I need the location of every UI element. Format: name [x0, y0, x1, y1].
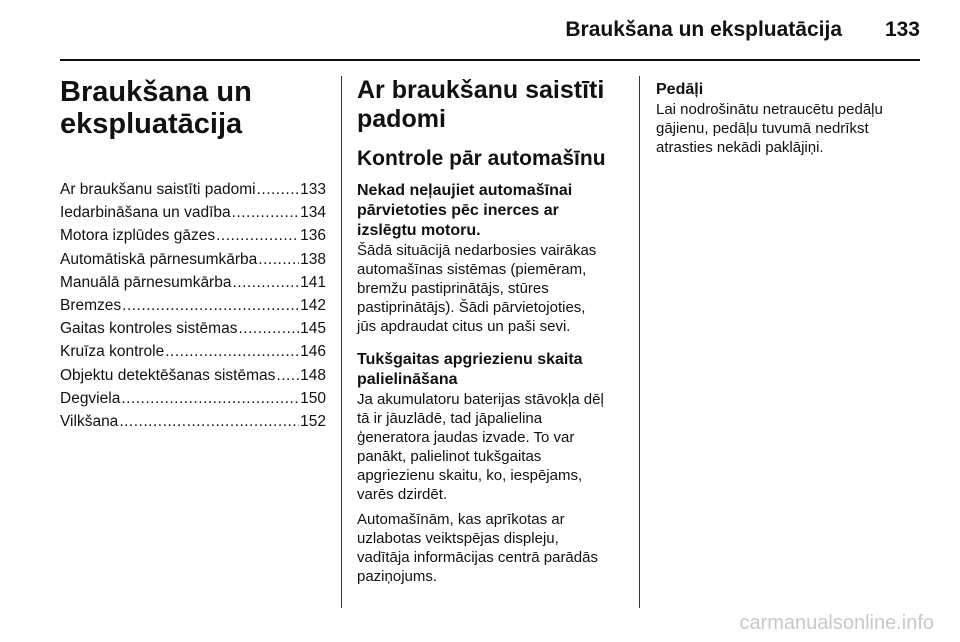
- section-title-line: Ar braukšanu saistīti: [357, 76, 605, 104]
- section-title: [357, 76, 629, 134]
- text-line: ģeneratora jaudas izvade. To var: [357, 429, 575, 446]
- block-heading: [357, 350, 629, 390]
- toc-page: 148: [300, 366, 326, 384]
- toc-label: Degviela: [60, 389, 121, 407]
- header-title: Braukšana un ekspluatācija: [565, 18, 842, 41]
- toc-entry[interactable]: [60, 364, 326, 387]
- text-line: panākt, palielinot tukšgaitas: [357, 448, 542, 465]
- body-paragraph: [656, 100, 916, 157]
- toc-entry[interactable]: [60, 271, 326, 294]
- toc-leader: [122, 294, 299, 317]
- body-paragraph: [357, 510, 629, 586]
- toc-entry[interactable]: [60, 224, 326, 247]
- page-number: 133: [884, 18, 920, 41]
- toc-page: 146: [300, 343, 326, 361]
- toc-leader: [258, 248, 299, 271]
- toc-page: 136: [300, 227, 326, 245]
- toc-label: Bremzes: [60, 297, 122, 315]
- toc-label: Iedarbināšana un vadība: [60, 204, 231, 222]
- toc-page: 150: [300, 389, 326, 407]
- toc-entry[interactable]: [60, 340, 326, 363]
- toc-page: 134: [300, 204, 326, 222]
- section-column: [357, 76, 629, 592]
- toc-label: Gaitas kontroles sistēmas: [60, 320, 238, 338]
- text-line: atrasties nekādi paklājiņi.: [656, 139, 824, 156]
- toc-leader: [276, 364, 299, 387]
- heading-line: Nekad neļaujiet automašīnai: [357, 182, 573, 199]
- text-line: jūs apdraudat citus un paši sevi.: [357, 318, 571, 335]
- heading-line: izslēgtu motoru.: [357, 222, 481, 239]
- heading-line: pārvietoties pēc inerces ar: [357, 202, 559, 219]
- pedals-column: [656, 80, 916, 163]
- toc-entry[interactable]: [60, 201, 326, 224]
- toc-entry[interactable]: [60, 248, 326, 271]
- watermark: carmanualsonline.info: [739, 612, 934, 634]
- text-line: apgriezienu skaitu, ko, iespējams,: [357, 467, 583, 484]
- section-title-line: padomi: [357, 105, 446, 133]
- table-of-contents: [60, 178, 326, 433]
- heading-line: Tukšgaitas apgriezienu skaita: [357, 351, 583, 368]
- toc-leader: [119, 410, 299, 433]
- text-line: Automašīnām, kas aprīkotas ar: [357, 511, 565, 528]
- text-line: varēs dzirdēt.: [357, 486, 448, 503]
- toc-label: Manuālā pārnesumkārba: [60, 273, 232, 291]
- heading-line: palielināšana: [357, 371, 458, 388]
- text-line: tā ir jāuzlādē, tad jāpalielina: [357, 410, 543, 427]
- header-rule: [60, 59, 920, 61]
- toc-page: 152: [300, 413, 326, 431]
- section-subtitle: Kontrole pār automašīnu: [357, 147, 606, 170]
- body-paragraph: [357, 390, 629, 504]
- text-line: vadītāja informācijas centrā parādās: [357, 549, 598, 566]
- toc-entry[interactable]: [60, 387, 326, 410]
- column-divider: [639, 76, 640, 608]
- toc-leader: [232, 271, 299, 294]
- text-line: uzlabotas veiktspējas displeju,: [357, 530, 559, 547]
- text-line: Lai nodrošinātu netraucētu pedāļu: [656, 101, 883, 118]
- chapter-title-line: Braukšana un: [60, 76, 252, 108]
- text-line: bremžu pastiprinātājs, stūres: [357, 280, 549, 297]
- toc-label: Vilkšana: [60, 413, 119, 431]
- toc-page: 133: [300, 181, 326, 198]
- toc-label: Objektu detektēšanas sistēmas: [60, 366, 276, 384]
- pedals-heading: Pedāļi: [656, 81, 704, 98]
- block-heading: [357, 181, 629, 241]
- toc-leader: [257, 178, 300, 201]
- toc-entry[interactable]: [60, 178, 326, 201]
- chapter-column: [60, 76, 326, 433]
- toc-label: Kruīza kontrole: [60, 343, 165, 361]
- toc-label: Motora izplūdes gāzes: [60, 227, 216, 245]
- text-line: paziņojums.: [357, 568, 438, 585]
- toc-leader: [165, 340, 299, 363]
- chapter-title-line: ekspluatācija: [60, 108, 243, 140]
- text-line: Šādā situācijā nedarbosies vairākas: [357, 242, 597, 259]
- toc-page: 142: [300, 297, 326, 315]
- toc-leader: [121, 387, 299, 410]
- column-divider: [341, 76, 342, 608]
- text-line: pastiprinātājs). Šādi pārvietojoties,: [357, 299, 586, 316]
- chapter-title: [60, 76, 326, 140]
- toc-page: 138: [300, 250, 326, 268]
- text-line: gājienu, pedāļu tuvumā nedrīkst: [656, 120, 869, 137]
- text-line: automašīnas sistēmas (piemēram,: [357, 261, 587, 278]
- toc-entry[interactable]: [60, 294, 326, 317]
- toc-leader: [232, 201, 299, 224]
- toc-label: Ar braukšanu saistīti padomi: [60, 181, 256, 198]
- toc-entry[interactable]: [60, 317, 326, 340]
- toc-leader: [216, 224, 299, 247]
- text-line: Ja akumulatoru baterijas stāvokļa dēļ: [357, 391, 604, 408]
- toc-page: 141: [300, 273, 326, 291]
- toc-label: Automātiskā pārnesumkārba: [60, 250, 258, 268]
- toc-page: 145: [300, 320, 326, 338]
- toc-entry[interactable]: [60, 410, 326, 433]
- toc-leader: [238, 317, 299, 340]
- body-paragraph: [357, 241, 629, 336]
